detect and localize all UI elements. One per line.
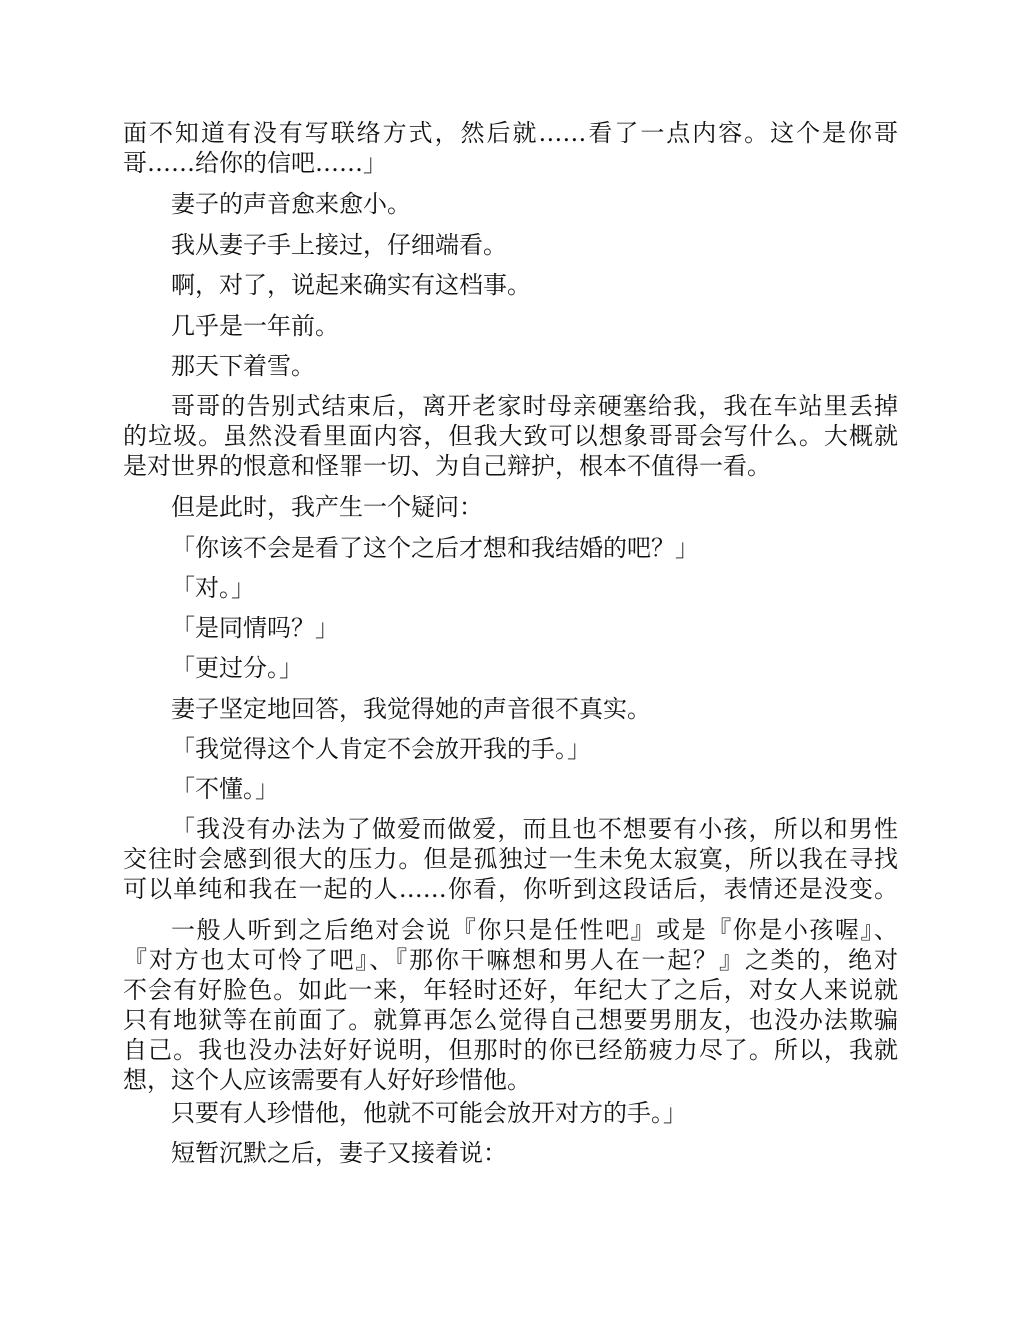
text-line: 妻子的声音愈来愈小。: [171, 190, 411, 218]
text-line: 只要有人珍惜他，他就不可能会放开对方的手。」: [171, 1099, 687, 1127]
paragraph: [123, 1098, 898, 1128]
book-page: [123, 0, 898, 1320]
paragraph: [123, 774, 898, 804]
text-line: 想，这个人应该需要有人好好珍惜他。: [123, 1066, 531, 1094]
paragraph: [123, 573, 898, 603]
paragraph: [123, 1138, 898, 1168]
paragraph: [123, 351, 898, 381]
paragraph: [123, 118, 898, 178]
paragraph: [123, 533, 898, 563]
paragraph: [123, 189, 898, 219]
text-line: 『对方也太可怜了吧』、『那你干嘛想和男人在一起？』之类的，绝对: [123, 946, 898, 974]
text-line: 不会有好脸色。如此一来，年轻时还好，年纪大了之后，对女人来说就: [123, 976, 898, 1004]
text-line: 「我觉得这个人肯定不会放开我的手。」: [171, 735, 591, 763]
paragraph: [123, 230, 898, 260]
text-line: 妻子坚定地回答，我觉得她的声音很不真实。: [171, 695, 651, 723]
paragraph: [123, 653, 898, 683]
paragraph: [123, 492, 898, 522]
text-line: 「更过分。」: [171, 654, 303, 682]
text-line: 那天下着雪。: [171, 352, 315, 380]
text-line: 短暂沉默之后，妻子又接着说：: [171, 1139, 507, 1167]
paragraph: [123, 734, 898, 764]
text-line: 可以单纯和我在一起的人……你看，你听到这段话后，表情还是没变。: [123, 875, 898, 903]
text-line: 「不懂。」: [171, 775, 279, 803]
text-line: 哥哥的告别式结束后，离开老家时母亲硬塞给我，我在车站里丢掉: [171, 392, 898, 420]
text-line: 「是同情吗？」: [171, 614, 339, 642]
text-line: 但是此时，我产生一个疑问：: [171, 493, 483, 521]
text-line: 我从妻子手上接过，仔细端看。: [171, 231, 507, 259]
text-line: 面不知道有没有写联络方式，然后就……看了一点内容。这个是你哥: [123, 119, 898, 147]
paragraph: [123, 391, 898, 481]
text-line: 交往时会感到很大的压力。但是孤独过一生未免太寂寞，所以我在寻找: [123, 845, 898, 873]
paragraph: [123, 311, 898, 341]
text-line: 的垃圾。虽然没看里面内容，但我大致可以想象哥哥会写什么。大概就: [123, 422, 898, 450]
text-line: 自己。我也没办法好好说明，但那时的你已经筋疲力尽了。所以，我就: [123, 1036, 898, 1064]
text-line: 哥……给你的信吧……」: [123, 149, 387, 177]
text-line: 「对。」: [171, 574, 255, 602]
text-line: 一般人听到之后绝对会说『你只是任性吧』或是『你是小孩喔』、: [171, 916, 898, 944]
text-line: 「我没有办法为了做爱而做爱，而且也不想要有小孩，所以和男性: [171, 815, 898, 843]
text-line: 几乎是一年前。: [171, 312, 339, 340]
paragraph: [123, 814, 898, 904]
paragraph: [123, 694, 898, 724]
text-line: 「你该不会是看了这个之后才想和我结婚的吧？」: [171, 534, 699, 562]
text-line: 是对世界的恨意和怪罪一切、为自己辩护，根本不值得一看。: [123, 452, 771, 480]
paragraph: [123, 613, 898, 643]
text-line: 啊，对了，说起来确实有这档事。: [171, 271, 531, 299]
paragraph: [123, 270, 898, 300]
paragraph: [123, 915, 898, 1095]
text-line: 只有地狱等在前面了。就算再怎么觉得自己想要男朋友，也没办法欺骗: [123, 1006, 898, 1034]
